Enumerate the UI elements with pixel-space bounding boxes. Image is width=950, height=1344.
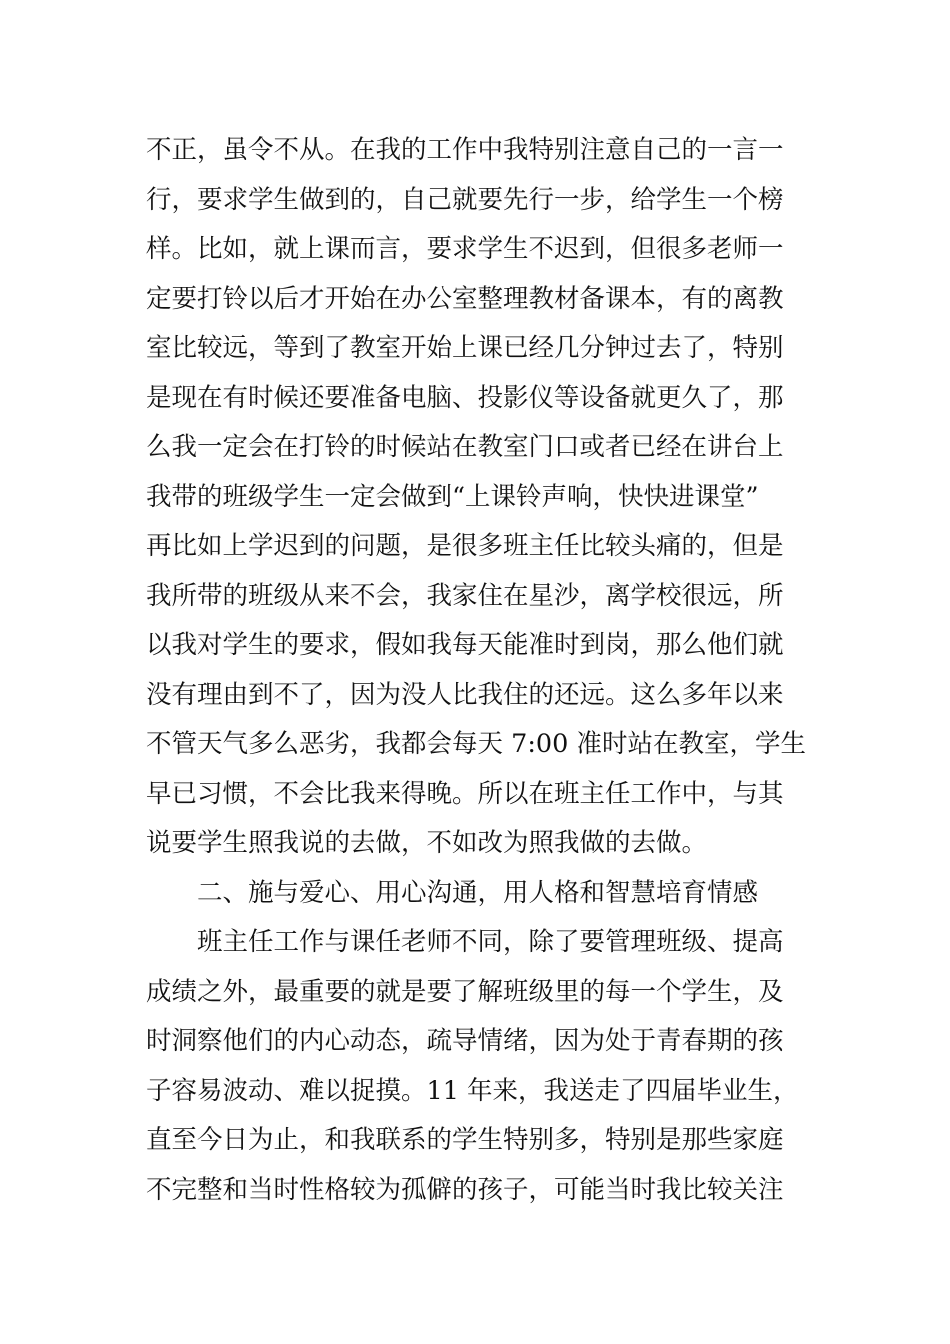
paragraph-line: 班主任工作与课任老师不同，除了要管理班级、提高	[197, 927, 784, 957]
paragraph-line: 成绩之外，最重要的就是要了解班级里的每一个学生，及	[146, 976, 784, 1007]
paragraph-line: 不完整和当时性格较为孤僻的孩子，可能当时我比较关注	[146, 1174, 784, 1205]
paragraph-line: 不管天气多么恶劣，我都会每天 7:00 准时站在教室，学生	[146, 729, 806, 759]
paragraph-line: 我带的班级学生一定会做到“上课铃声响，快快进课堂”	[146, 481, 759, 512]
paragraph-line: 直至今日为止，和我联系的学生特别多，特别是那些家庭	[146, 1125, 784, 1155]
paragraph-line: 室比较远，等到了教室开始上课已经几分钟过去了，特别	[146, 333, 784, 363]
paragraph-line: 不正，虽令不从。在我的工作中我特别注意自己的一言一	[146, 135, 784, 165]
paragraph-line: 定要打铃以后才开始在办公室整理教材备课本，有的离教	[146, 283, 784, 314]
paragraph-line: 我所带的班级从来不会，我家住在星沙，离学校很远，所	[146, 580, 784, 611]
body-text	[146, 126, 806, 1215]
paragraph-line: 样。比如，就上课而言，要求学生不迟到，但很多老师一	[146, 234, 784, 264]
paragraph-line: 行，要求学生做到的，自己就要先行一步，给学生一个榜	[146, 184, 784, 215]
paragraph-line: 么我一定会在打铃的时候站在教室门口或者已经在讲台上	[146, 432, 784, 462]
paragraph-line: 时洞察他们的内心动态，疏导情绪，因为处于青春期的孩	[146, 1026, 784, 1056]
paragraph-line: 子容易波动、难以捉摸。11 年来，我送走了四届毕业生，	[146, 1075, 799, 1106]
paragraph-line: 早已习惯，不会比我来得晚。所以在班主任工作中，与其	[146, 778, 784, 809]
paragraph-line: 说要学生照我说的去做，不如改为照我做的去做。	[146, 828, 708, 858]
paragraph-line: 以我对学生的要求，假如我每天能准时到岗，那么他们就	[146, 630, 784, 660]
paragraph-line: 没有理由到不了，因为没人比我住的还远。这么多年以来	[146, 679, 784, 710]
paragraph-line: 再比如上学迟到的问题，是很多班主任比较头痛的，但是	[146, 531, 784, 561]
section-heading: 二、施与爱心、用心沟通，用人格和智慧培育情感	[197, 877, 759, 908]
paragraph-line: 是现在有时候还要准备电脑、投影仪等设备就更久了，那	[146, 382, 784, 413]
